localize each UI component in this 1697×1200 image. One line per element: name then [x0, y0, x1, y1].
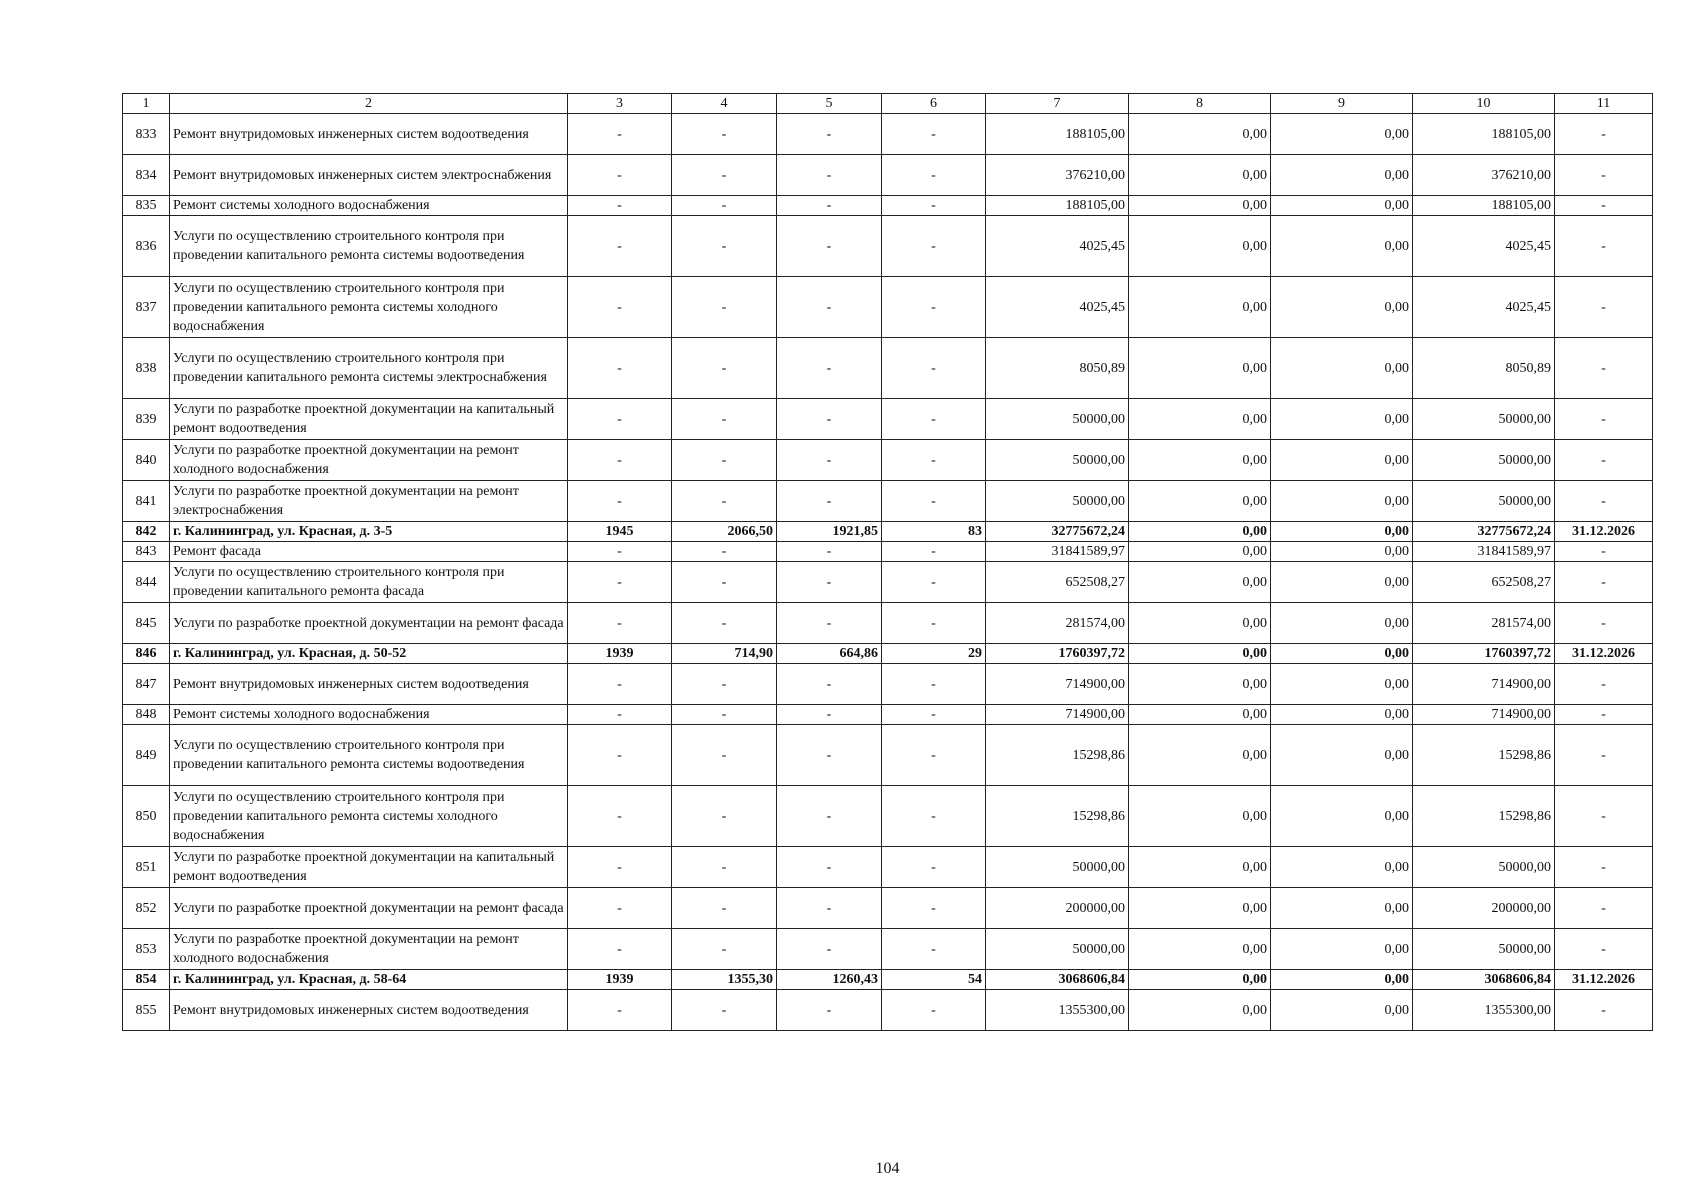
- col-3-value: -: [568, 481, 672, 522]
- col-3-value: -: [568, 725, 672, 786]
- col-7-value: 31841589,97: [986, 542, 1129, 562]
- work-name: Ремонт внутридомовых инженерных систем водоотведения: [170, 664, 568, 705]
- row-number: 853: [123, 929, 170, 970]
- work-name: Услуги по осуществлению строительного контроля при проведении капитального ремонта системы холодного водоснабжения: [170, 277, 568, 338]
- col-6-value: 83: [882, 522, 986, 542]
- row-number: 834: [123, 155, 170, 196]
- col-9-value: 0,00: [1271, 888, 1413, 929]
- row-number: 833: [123, 114, 170, 155]
- table-row: [123, 542, 1653, 562]
- col-7-value: 8050,89: [986, 338, 1129, 399]
- table-row: [123, 725, 1653, 786]
- col-9-value: 0,00: [1271, 562, 1413, 603]
- work-name: Услуги по разработке проектной документации на ремонт электроснабжения: [170, 481, 568, 522]
- col-11-value: -: [1555, 114, 1653, 155]
- col-4-value: -: [672, 562, 777, 603]
- col-11-value: -: [1555, 847, 1653, 888]
- col-3-value: -: [568, 603, 672, 644]
- col-10-value: 281574,00: [1413, 603, 1555, 644]
- col-6-value: -: [882, 338, 986, 399]
- col-11-value: -: [1555, 196, 1653, 216]
- col-5-value: -: [777, 277, 882, 338]
- col-10-value: 15298,86: [1413, 786, 1555, 847]
- table-row: [123, 481, 1653, 522]
- col-4-value: -: [672, 542, 777, 562]
- address-row: [123, 522, 1653, 542]
- col-7-value: 281574,00: [986, 603, 1129, 644]
- col-8-value: 0,00: [1129, 562, 1271, 603]
- col-6-value: -: [882, 481, 986, 522]
- row-number: 850: [123, 786, 170, 847]
- col-7-value: 50000,00: [986, 847, 1129, 888]
- table-row: [123, 603, 1653, 644]
- col-8-value: 0,00: [1129, 277, 1271, 338]
- col-5-value: -: [777, 888, 882, 929]
- work-name: Ремонт внутридомовых инженерных систем электроснабжения: [170, 155, 568, 196]
- col-6-value: 29: [882, 644, 986, 664]
- work-name: Услуги по разработке проектной документации на капитальный ремонт водоотведения: [170, 847, 568, 888]
- col-3-value: -: [568, 114, 672, 155]
- col-3-value: -: [568, 847, 672, 888]
- col-10-value: 1355300,00: [1413, 990, 1555, 1031]
- col-4-value: -: [672, 481, 777, 522]
- col-10-value: 188105,00: [1413, 114, 1555, 155]
- col-10-value: 4025,45: [1413, 277, 1555, 338]
- col-4-value: 1355,30: [672, 970, 777, 990]
- col-3-value: -: [568, 786, 672, 847]
- header-cell: 6: [882, 94, 986, 114]
- col-5-value: 664,86: [777, 644, 882, 664]
- col-4-value: -: [672, 888, 777, 929]
- header-cell: 3: [568, 94, 672, 114]
- table-row: [123, 664, 1653, 705]
- col-11-value: -: [1555, 155, 1653, 196]
- col-3-value: -: [568, 216, 672, 277]
- col-8-value: 0,00: [1129, 440, 1271, 481]
- col-11-value: 31.12.2026: [1555, 522, 1653, 542]
- header-cell: 5: [777, 94, 882, 114]
- col-6-value: -: [882, 562, 986, 603]
- col-11-value: -: [1555, 603, 1653, 644]
- col-6-value: -: [882, 196, 986, 216]
- col-8-value: 0,00: [1129, 338, 1271, 399]
- col-7-value: 50000,00: [986, 399, 1129, 440]
- col-4-value: -: [672, 399, 777, 440]
- col-11-value: -: [1555, 542, 1653, 562]
- col-7-value: 4025,45: [986, 277, 1129, 338]
- row-number: 837: [123, 277, 170, 338]
- col-11-value: -: [1555, 338, 1653, 399]
- col-3-value: 1939: [568, 970, 672, 990]
- col-6-value: -: [882, 705, 986, 725]
- col-6-value: -: [882, 664, 986, 705]
- col-10-value: 50000,00: [1413, 399, 1555, 440]
- col-11-value: -: [1555, 277, 1653, 338]
- col-11-value: -: [1555, 562, 1653, 603]
- work-name: Услуги по разработке проектной документации на ремонт фасада: [170, 603, 568, 644]
- table-row: [123, 786, 1653, 847]
- col-3-value: -: [568, 440, 672, 481]
- col-4-value: -: [672, 705, 777, 725]
- row-number: 842: [123, 522, 170, 542]
- col-11-value: -: [1555, 399, 1653, 440]
- table-row: [123, 196, 1653, 216]
- col-9-value: 0,00: [1271, 705, 1413, 725]
- col-10-value: 50000,00: [1413, 929, 1555, 970]
- col-6-value: -: [882, 277, 986, 338]
- col-8-value: 0,00: [1129, 481, 1271, 522]
- col-5-value: -: [777, 990, 882, 1031]
- works-table: [122, 93, 1653, 1031]
- row-number: 840: [123, 440, 170, 481]
- header-row: [123, 94, 1653, 114]
- col-5-value: -: [777, 399, 882, 440]
- col-3-value: -: [568, 399, 672, 440]
- col-3-value: -: [568, 338, 672, 399]
- col-4-value: -: [672, 155, 777, 196]
- col-8-value: 0,00: [1129, 664, 1271, 705]
- col-10-value: 4025,45: [1413, 216, 1555, 277]
- col-11-value: -: [1555, 705, 1653, 725]
- row-number: 852: [123, 888, 170, 929]
- col-10-value: 50000,00: [1413, 440, 1555, 481]
- col-10-value: 188105,00: [1413, 196, 1555, 216]
- row-number: 854: [123, 970, 170, 990]
- col-4-value: -: [672, 786, 777, 847]
- col-3-value: -: [568, 196, 672, 216]
- col-3-value: -: [568, 664, 672, 705]
- col-4-value: 2066,50: [672, 522, 777, 542]
- col-10-value: 376210,00: [1413, 155, 1555, 196]
- table-row: [123, 338, 1653, 399]
- table-row: [123, 114, 1653, 155]
- col-5-value: -: [777, 196, 882, 216]
- col-5-value: 1260,43: [777, 970, 882, 990]
- col-8-value: 0,00: [1129, 786, 1271, 847]
- table-row: [123, 277, 1653, 338]
- col-11-value: -: [1555, 664, 1653, 705]
- col-5-value: -: [777, 216, 882, 277]
- header-cell: 1: [123, 94, 170, 114]
- col-3-value: 1939: [568, 644, 672, 664]
- col-8-value: 0,00: [1129, 644, 1271, 664]
- work-name: Услуги по осуществлению строительного контроля при проведении капитального ремонта системы водоотведения: [170, 216, 568, 277]
- header-cell: 4: [672, 94, 777, 114]
- row-number: 848: [123, 705, 170, 725]
- col-11-value: -: [1555, 929, 1653, 970]
- col-5-value: -: [777, 155, 882, 196]
- col-8-value: 0,00: [1129, 522, 1271, 542]
- col-4-value: -: [672, 216, 777, 277]
- col-7-value: 652508,27: [986, 562, 1129, 603]
- work-name: Услуги по осуществлению строительного контроля при проведении капитального ремонта фасада: [170, 562, 568, 603]
- col-5-value: -: [777, 705, 882, 725]
- work-name: Ремонт системы холодного водоснабжения: [170, 196, 568, 216]
- col-8-value: 0,00: [1129, 888, 1271, 929]
- col-10-value: 714900,00: [1413, 664, 1555, 705]
- col-11-value: -: [1555, 786, 1653, 847]
- work-name: Ремонт системы холодного водоснабжения: [170, 705, 568, 725]
- table-row: [123, 990, 1653, 1031]
- col-7-value: 3068606,84: [986, 970, 1129, 990]
- col-3-value: 1945: [568, 522, 672, 542]
- col-6-value: -: [882, 603, 986, 644]
- col-11-value: -: [1555, 481, 1653, 522]
- col-9-value: 0,00: [1271, 440, 1413, 481]
- col-6-value: -: [882, 440, 986, 481]
- col-10-value: 50000,00: [1413, 481, 1555, 522]
- table-row: [123, 705, 1653, 725]
- col-9-value: 0,00: [1271, 155, 1413, 196]
- col-8-value: 0,00: [1129, 725, 1271, 786]
- table-row: [123, 888, 1653, 929]
- work-name: Услуги по разработке проектной документации на ремонт фасада: [170, 888, 568, 929]
- col-7-value: 15298,86: [986, 786, 1129, 847]
- col-3-value: -: [568, 929, 672, 970]
- col-8-value: 0,00: [1129, 155, 1271, 196]
- col-6-value: -: [882, 786, 986, 847]
- col-10-value: 714900,00: [1413, 705, 1555, 725]
- col-4-value: -: [672, 990, 777, 1031]
- col-7-value: 4025,45: [986, 216, 1129, 277]
- table-row: [123, 440, 1653, 481]
- header-cell: 10: [1413, 94, 1555, 114]
- col-5-value: -: [777, 603, 882, 644]
- col-7-value: 188105,00: [986, 196, 1129, 216]
- row-number: 846: [123, 644, 170, 664]
- col-9-value: 0,00: [1271, 399, 1413, 440]
- col-8-value: 0,00: [1129, 542, 1271, 562]
- col-8-value: 0,00: [1129, 196, 1271, 216]
- col-8-value: 0,00: [1129, 114, 1271, 155]
- col-5-value: -: [777, 847, 882, 888]
- table-row: [123, 562, 1653, 603]
- table-row: [123, 399, 1653, 440]
- row-number: 836: [123, 216, 170, 277]
- header-cell: 8: [1129, 94, 1271, 114]
- col-7-value: 1355300,00: [986, 990, 1129, 1031]
- col-8-value: 0,00: [1129, 929, 1271, 970]
- col-5-value: 1921,85: [777, 522, 882, 542]
- table-row: [123, 929, 1653, 970]
- col-6-value: -: [882, 725, 986, 786]
- col-4-value: -: [672, 440, 777, 481]
- col-9-value: 0,00: [1271, 929, 1413, 970]
- col-4-value: -: [672, 277, 777, 338]
- col-11-value: -: [1555, 440, 1653, 481]
- col-5-value: -: [777, 542, 882, 562]
- col-3-value: -: [568, 562, 672, 603]
- col-11-value: 31.12.2026: [1555, 644, 1653, 664]
- col-9-value: 0,00: [1271, 664, 1413, 705]
- col-7-value: 32775672,24: [986, 522, 1129, 542]
- col-6-value: -: [882, 929, 986, 970]
- col-6-value: 54: [882, 970, 986, 990]
- col-7-value: 714900,00: [986, 664, 1129, 705]
- work-name: г. Калининград, ул. Красная, д. 3-5: [170, 522, 568, 542]
- col-8-value: 0,00: [1129, 847, 1271, 888]
- col-10-value: 1760397,72: [1413, 644, 1555, 664]
- col-10-value: 15298,86: [1413, 725, 1555, 786]
- col-7-value: 50000,00: [986, 481, 1129, 522]
- col-9-value: 0,00: [1271, 847, 1413, 888]
- work-name: Услуги по разработке проектной документации на капитальный ремонт водоотведения: [170, 399, 568, 440]
- work-name: г. Калининград, ул. Красная, д. 50-52: [170, 644, 568, 664]
- col-7-value: 1760397,72: [986, 644, 1129, 664]
- col-4-value: -: [672, 338, 777, 399]
- col-6-value: -: [882, 542, 986, 562]
- row-number: 849: [123, 725, 170, 786]
- work-name: Услуги по осуществлению строительного контроля при проведении капитального ремонта системы водоотведения: [170, 725, 568, 786]
- col-9-value: 0,00: [1271, 196, 1413, 216]
- col-6-value: -: [882, 847, 986, 888]
- row-number: 839: [123, 399, 170, 440]
- col-7-value: 50000,00: [986, 440, 1129, 481]
- col-10-value: 200000,00: [1413, 888, 1555, 929]
- row-number: 838: [123, 338, 170, 399]
- col-10-value: 652508,27: [1413, 562, 1555, 603]
- col-9-value: 0,00: [1271, 114, 1413, 155]
- row-number: 835: [123, 196, 170, 216]
- col-6-value: -: [882, 114, 986, 155]
- col-4-value: -: [672, 725, 777, 786]
- col-3-value: -: [568, 705, 672, 725]
- col-6-value: -: [882, 399, 986, 440]
- col-9-value: 0,00: [1271, 603, 1413, 644]
- row-number: 843: [123, 542, 170, 562]
- col-9-value: 0,00: [1271, 277, 1413, 338]
- col-5-value: -: [777, 338, 882, 399]
- table-row: [123, 155, 1653, 196]
- col-8-value: 0,00: [1129, 216, 1271, 277]
- col-10-value: 50000,00: [1413, 847, 1555, 888]
- header-cell: 11: [1555, 94, 1653, 114]
- col-6-value: -: [882, 155, 986, 196]
- col-8-value: 0,00: [1129, 399, 1271, 440]
- col-3-value: -: [568, 990, 672, 1031]
- col-9-value: 0,00: [1271, 338, 1413, 399]
- col-10-value: 32775672,24: [1413, 522, 1555, 542]
- col-5-value: -: [777, 664, 882, 705]
- col-5-value: -: [777, 440, 882, 481]
- col-4-value: -: [672, 603, 777, 644]
- col-5-value: -: [777, 562, 882, 603]
- col-7-value: 188105,00: [986, 114, 1129, 155]
- work-name: Ремонт фасада: [170, 542, 568, 562]
- col-7-value: 714900,00: [986, 705, 1129, 725]
- col-11-value: -: [1555, 216, 1653, 277]
- header-cell: 7: [986, 94, 1129, 114]
- header-cell: 2: [170, 94, 568, 114]
- row-number: 847: [123, 664, 170, 705]
- col-6-value: -: [882, 990, 986, 1031]
- col-7-value: 50000,00: [986, 929, 1129, 970]
- row-number: 855: [123, 990, 170, 1031]
- col-11-value: 31.12.2026: [1555, 970, 1653, 990]
- table-row: [123, 216, 1653, 277]
- work-name: Ремонт внутридомовых инженерных систем водоотведения: [170, 990, 568, 1031]
- col-3-value: -: [568, 277, 672, 338]
- col-10-value: 8050,89: [1413, 338, 1555, 399]
- col-3-value: -: [568, 888, 672, 929]
- row-number: 845: [123, 603, 170, 644]
- col-9-value: 0,00: [1271, 644, 1413, 664]
- col-9-value: 0,00: [1271, 216, 1413, 277]
- col-11-value: -: [1555, 990, 1653, 1031]
- col-9-value: 0,00: [1271, 542, 1413, 562]
- col-10-value: 31841589,97: [1413, 542, 1555, 562]
- col-6-value: -: [882, 216, 986, 277]
- col-5-value: -: [777, 725, 882, 786]
- col-3-value: -: [568, 542, 672, 562]
- header-cell: 9: [1271, 94, 1413, 114]
- col-4-value: -: [672, 196, 777, 216]
- row-number: 851: [123, 847, 170, 888]
- address-row: [123, 644, 1653, 664]
- col-5-value: -: [777, 481, 882, 522]
- address-row: [123, 970, 1653, 990]
- col-9-value: 0,00: [1271, 990, 1413, 1031]
- work-name: Услуги по разработке проектной документации на ремонт холодного водоснабжения: [170, 440, 568, 481]
- col-9-value: 0,00: [1271, 786, 1413, 847]
- work-name: Услуги по осуществлению строительного контроля при проведении капитального ремонта системы электроснабжения: [170, 338, 568, 399]
- col-9-value: 0,00: [1271, 481, 1413, 522]
- col-6-value: -: [882, 888, 986, 929]
- work-name: Услуги по разработке проектной документации на ремонт холодного водоснабжения: [170, 929, 568, 970]
- col-9-value: 0,00: [1271, 725, 1413, 786]
- col-8-value: 0,00: [1129, 990, 1271, 1031]
- col-7-value: 376210,00: [986, 155, 1129, 196]
- col-9-value: 0,00: [1271, 522, 1413, 542]
- col-7-value: 200000,00: [986, 888, 1129, 929]
- row-number: 841: [123, 481, 170, 522]
- col-4-value: 714,90: [672, 644, 777, 664]
- col-4-value: -: [672, 847, 777, 888]
- col-5-value: -: [777, 786, 882, 847]
- col-10-value: 3068606,84: [1413, 970, 1555, 990]
- col-4-value: -: [672, 664, 777, 705]
- col-8-value: 0,00: [1129, 603, 1271, 644]
- col-7-value: 15298,86: [986, 725, 1129, 786]
- col-8-value: 0,00: [1129, 705, 1271, 725]
- col-11-value: -: [1555, 725, 1653, 786]
- work-name: г. Калининград, ул. Красная, д. 58-64: [170, 970, 568, 990]
- table-row: [123, 847, 1653, 888]
- work-name: Услуги по осуществлению строительного контроля при проведении капитального ремонта системы холодного водоснабжения: [170, 786, 568, 847]
- col-5-value: -: [777, 929, 882, 970]
- page-number: 104: [875, 1160, 900, 1177]
- row-number: 844: [123, 562, 170, 603]
- col-4-value: -: [672, 114, 777, 155]
- col-11-value: -: [1555, 888, 1653, 929]
- col-8-value: 0,00: [1129, 970, 1271, 990]
- col-5-value: -: [777, 114, 882, 155]
- col-4-value: -: [672, 929, 777, 970]
- col-9-value: 0,00: [1271, 970, 1413, 990]
- work-name: Ремонт внутридомовых инженерных систем водоотведения: [170, 114, 568, 155]
- col-3-value: -: [568, 155, 672, 196]
